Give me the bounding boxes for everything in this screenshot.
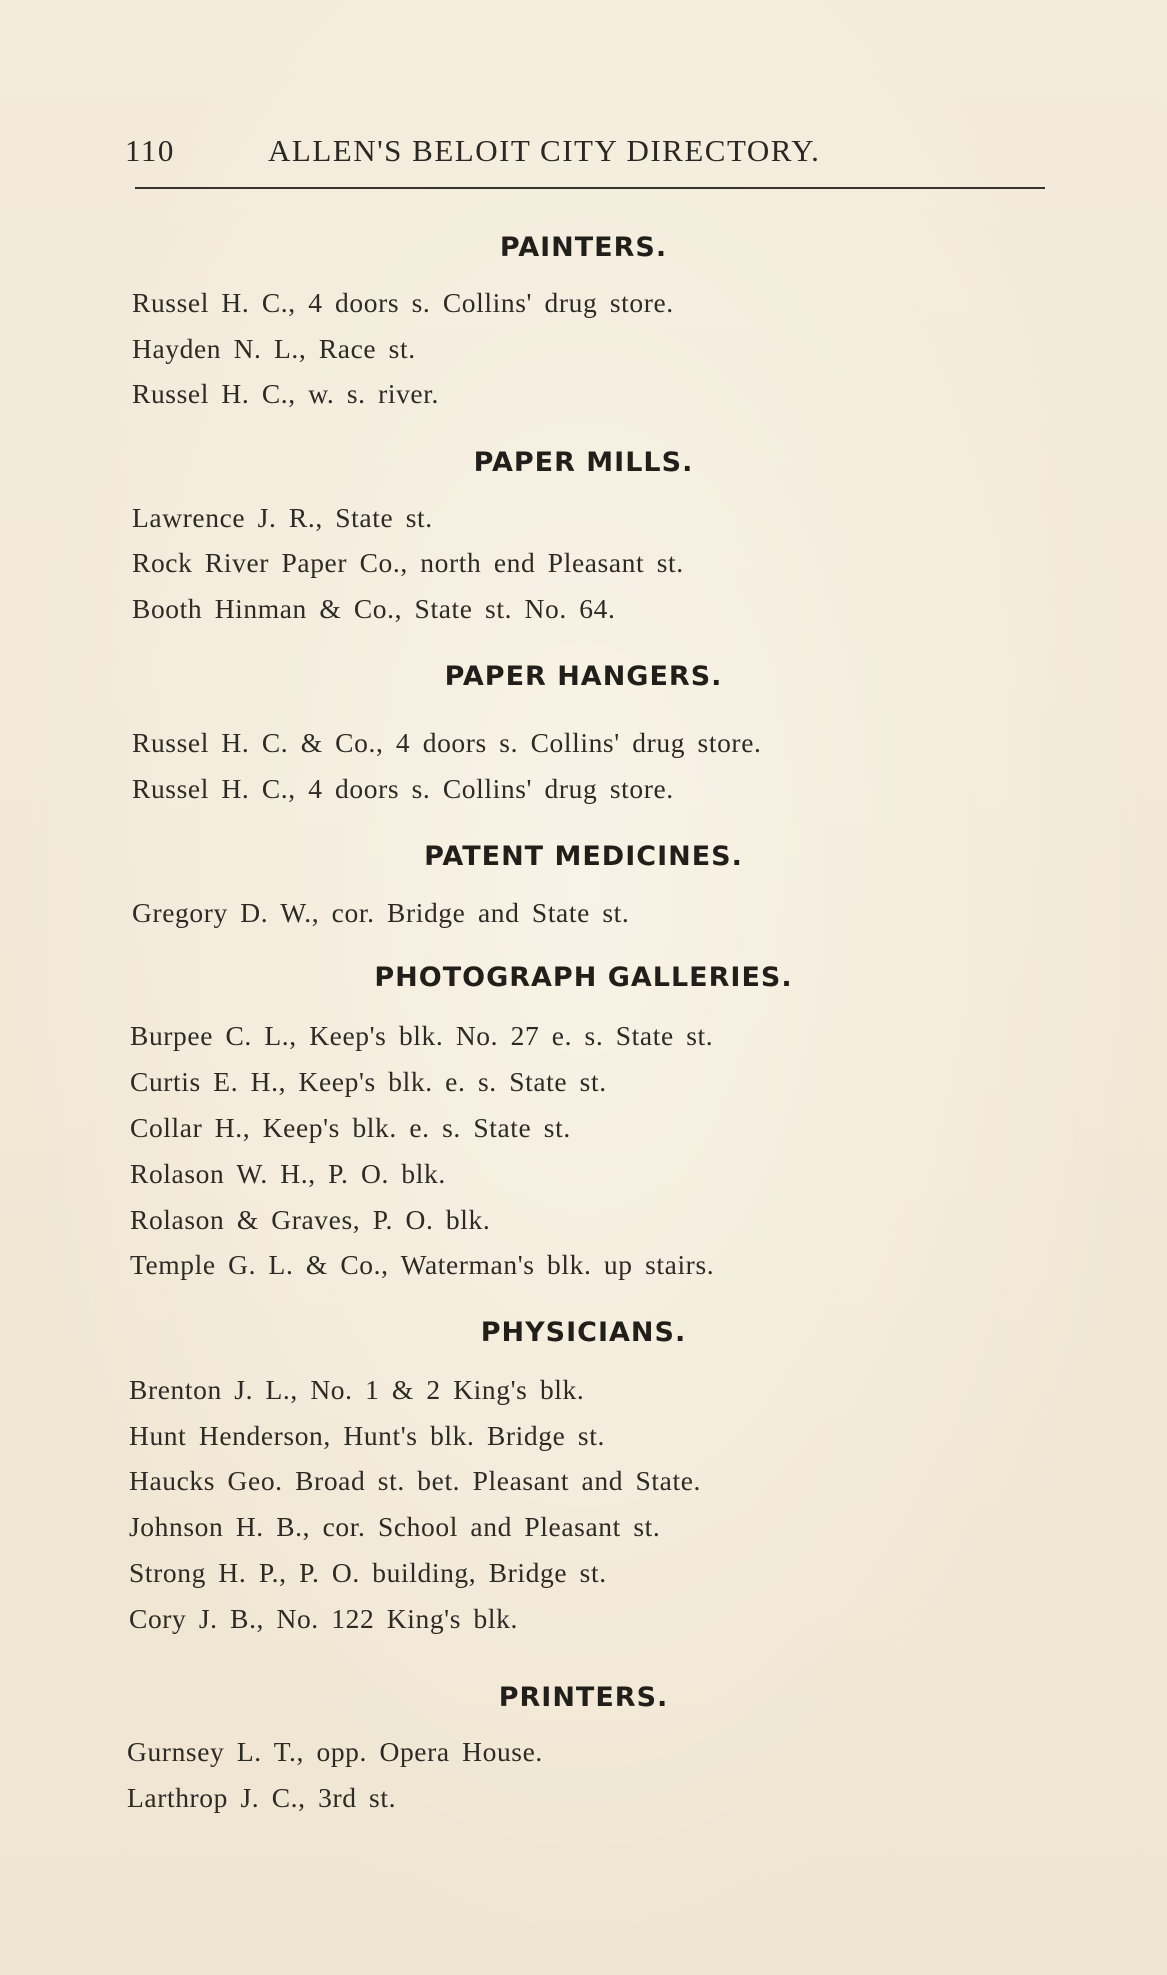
directory-entry: Rolason W. H., P. O. blk. (130, 1158, 446, 1189)
section-heading-printers: PRINTERS. (498, 1682, 669, 1713)
directory-entry: Rolason & Graves, P. O. blk. (130, 1204, 491, 1235)
directory-entry: Russel H. C. & Co., 4 doors s. Collins' drug store. (132, 727, 762, 758)
running-head (125, 133, 925, 173)
directory-entry: Booth Hinman & Co., State st. No. 64. (132, 593, 616, 624)
directory-entry: Curtis E. H., Keep's blk. e. s. State st. (130, 1066, 607, 1097)
section-heading-painters: PAINTERS. (499, 232, 668, 263)
section-heading-paper-hangers: PAPER HANGERS. (444, 661, 723, 692)
section-heading-paper-mills: PAPER MILLS. (473, 447, 694, 478)
directory-entry: Hunt Henderson, Hunt's blk. Bridge st. (129, 1420, 605, 1451)
page-number: 110 (125, 133, 175, 168)
directory-entry: Brenton J. L., No. 1 & 2 King's blk. (129, 1374, 585, 1405)
directory-title: ALLEN'S BELOIT CITY DIRECTORY. (268, 133, 821, 168)
directory-entry: Burpee C. L., Keep's blk. No. 27 e. s. State st. (130, 1020, 714, 1051)
directory-entry: Gurnsey L. T., opp. Opera House. (127, 1736, 543, 1767)
directory-entry: Collar H., Keep's blk. e. s. State st. (130, 1112, 571, 1143)
directory-entry: Russel H. C., w. s. river. (132, 378, 439, 409)
directory-entry: Lawrence J. R., State st. (132, 502, 433, 533)
section-heading-physicians: PHYSICIANS. (480, 1317, 687, 1348)
header-rule (135, 187, 1045, 189)
directory-entry: Strong H. P., P. O. building, Bridge st. (129, 1557, 607, 1588)
directory-entry: Rock River Paper Co., north end Pleasant st. (132, 547, 684, 578)
section-heading-photograph-galleries: PHOTOGRAPH GALLERIES. (374, 962, 793, 993)
directory-entry: Hayden N. L., Race st. (132, 333, 416, 364)
directory-entry: Russel H. C., 4 doors s. Collins' drug store. (132, 773, 674, 804)
directory-entry: Russel H. C., 4 doors s. Collins' drug store. (132, 287, 674, 318)
section-heading-patent-medicines: PATENT MEDICINES. (424, 841, 743, 872)
directory-entry: Cory J. B., No. 122 King's blk. (129, 1603, 518, 1634)
directory-entry: Larthrop J. C., 3rd st. (127, 1782, 397, 1813)
directory-entry: Haucks Geo. Broad st. bet. Pleasant and State. (129, 1465, 701, 1496)
directory-entry: Gregory D. W., cor. Bridge and State st. (132, 897, 630, 928)
directory-entry: Temple G. L. & Co., Waterman's blk. up stairs. (130, 1249, 715, 1280)
directory-entry: Johnson H. B., cor. School and Pleasant st. (129, 1511, 661, 1542)
